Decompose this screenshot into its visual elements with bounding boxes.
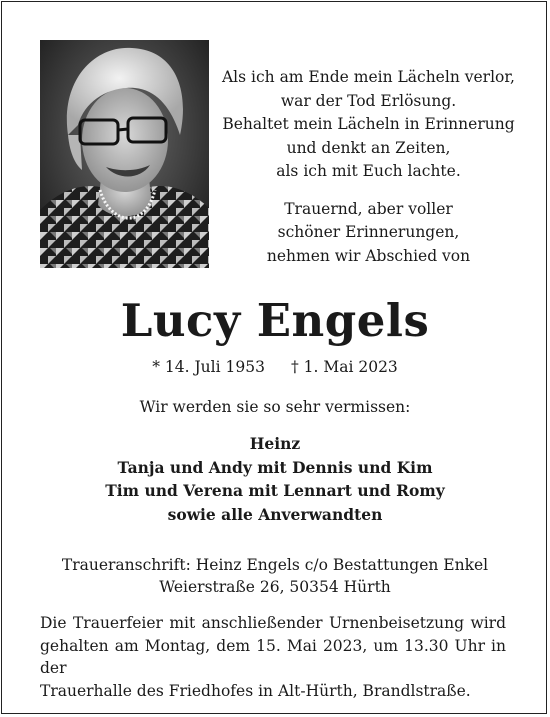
mourning-address [0, 554, 550, 598]
farewell-line: schöner Erinnerungen, [277, 223, 460, 241]
deceased-name: Lucy Engels [120, 294, 430, 347]
address-line: Weierstraße 26, 50354 Hürth [159, 578, 391, 596]
poem-line: als ich mit Euch lachte. [276, 162, 461, 180]
death-date: † 1. Mai 2023 [290, 358, 398, 376]
funeral-service-info [40, 612, 506, 702]
farewell-line: Trauernd, aber voller [284, 199, 453, 218]
mourning-line: Wir werden sie so sehr vermissen: [139, 398, 411, 416]
poem-line: und denkt an Zeiten, [286, 138, 451, 157]
memorial-poem [215, 66, 522, 268]
family-member: Tanja und Andy mit Dennis und Kim [117, 457, 433, 477]
service-line: Die Trauerfeier mit anschließender Urnenbeisetzung wird [40, 614, 506, 632]
service-line: gehalten am Montag, dem 15. Mai 2023, um 13.30 Uhr in der [40, 636, 506, 677]
portrait-photo [40, 40, 209, 268]
family-list [0, 432, 550, 526]
poem-line: Behaltet mein Lächeln in Erinnerung [222, 115, 515, 133]
poem-line: war der Tod Erlösung. [280, 91, 457, 110]
birth-date: * 14. Juli 1953 [152, 358, 265, 376]
portrait-image [40, 40, 209, 268]
service-line: Trauerhalle des Friedhofes in Alt-Hürth, Brandlstraße. [40, 681, 471, 700]
farewell-line: nehmen wir Abschied von [266, 246, 471, 265]
poem-line: Als ich am Ende mein Lächeln verlor, [221, 68, 515, 86]
life-dates [0, 356, 550, 378]
address-line: Traueranschrift: Heinz Engels c/o Bestattungen Enkel [61, 556, 489, 574]
family-member: Heinz [249, 434, 301, 453]
family-member: sowie alle Anverwandten [167, 504, 383, 524]
family-member: Tim und Verena mit Lennart und Romy [105, 481, 445, 500]
